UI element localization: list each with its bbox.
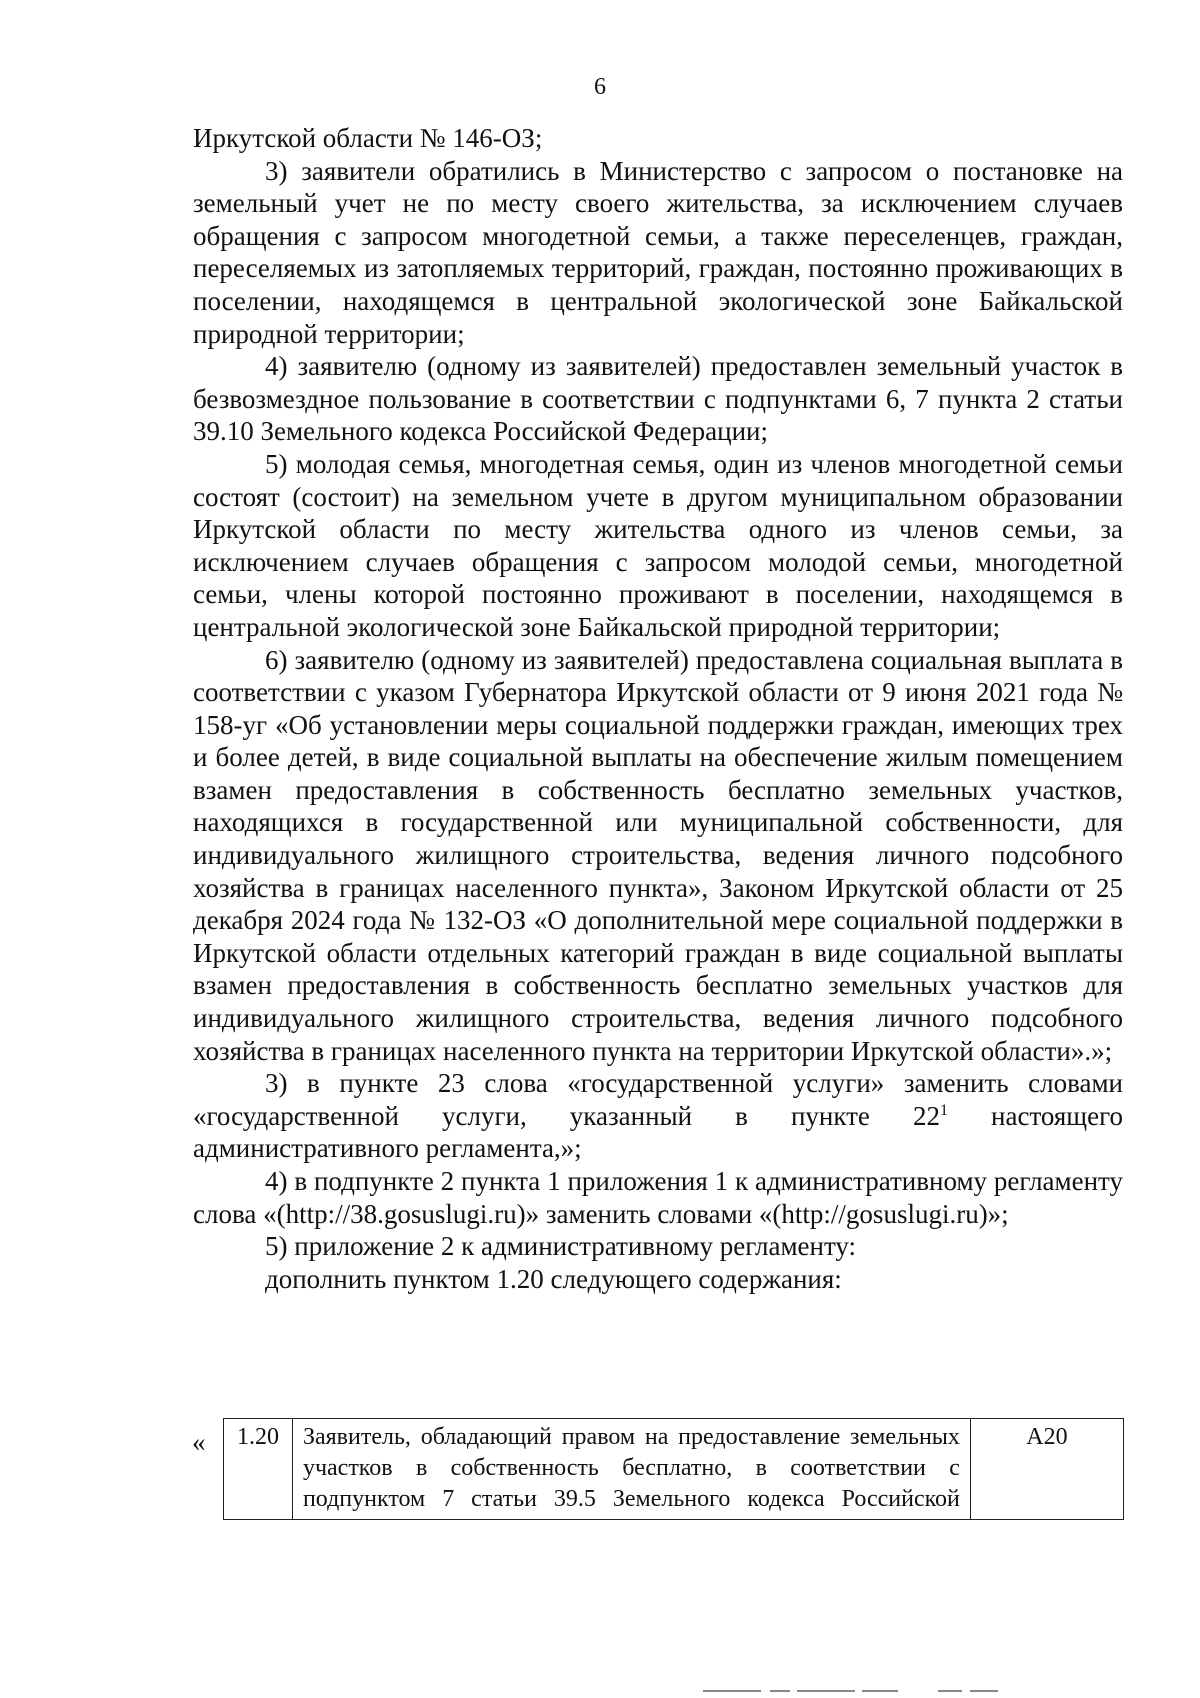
appendix-entry-table <box>223 1418 1124 1520</box>
document-body <box>193 122 1123 1295</box>
scan-artifact-line <box>938 1690 962 1692</box>
scan-artifact-line <box>703 1690 761 1692</box>
entry-description-cell: Заявитель, обладающий правом на предоставление земельных участков в собственность бесплатно, в соответствии с подпунктом 7 статьи 39.5 Земельного кодекса Российской <box>292 1419 970 1520</box>
table-row <box>224 1419 1124 1520</box>
entry-code-cell: А20 <box>970 1419 1123 1520</box>
paragraph-item-5-family-registration: 5) молодая семья, многодетная семья, один из членов многодетной семьи состоят (состоит) на земельном учете в другом муниципальном образовании Иркутской области по месту жительства одного из членов семьи, за исключением случаев обращения с запросом молодой семьи, многодетной семьи, члены которой постоянно проживают в поселении, находящемся в центральной экологической зоне Байкальской природной территории; <box>193 448 1123 642</box>
point-3-text-before: 3) в пункте 23 слова «государственной услуги» заменить словами «государственной услуги, указанный в пункте 22 <box>193 1068 1123 1131</box>
paragraph-item-6-social-payment: 6) заявителю (одному из заявителей) предоставлена социальная выплата в соответствии с указом Губернатора Иркутской области от 9 июня 2021 года № 158-уг «Об установлении меры социальной поддержки граждан, имеющих трех и более детей, в виде социальной выплаты на обеспечение жилым помещением взамен предоставления в собственность бесплатно земельных участков, находящихся в государственной или муниципальной собственности, для индивидуального жилищного строительства, ведения личного подсобного хозяйства в границах населенного пункта», Законом Иркутской области от 25 декабря 2024 года № 132-ОЗ «О дополнительной мере социальной поддержки в Иркутской области отдельных категорий граждан в виде социальной выплаты взамен предоставления в собственность бесплатно земельных участков для индивидуального жилищного строительства, ведения личного подсобного хозяйства в границах населенного пункта на территории Иркутской области».»; <box>193 644 1123 1066</box>
paragraph-point-3-amendment <box>193 1067 1123 1165</box>
entry-number-cell: 1.20 <box>224 1419 293 1520</box>
paragraph-add-item-1-20: дополнить пунктом 1.20 следующего содержания: <box>265 1263 842 1294</box>
point-3-text-after: настоящего административного регламента,»; <box>193 1100 1123 1164</box>
scan-artifact-line <box>770 1690 790 1692</box>
paragraph-item-3-applicants-registration: 3) заявители обратились в Министерство с запросом о постановке на земельный учет не по месту своего жительства, за исключением случаев обращения с запросом многодетной семьи, а также переселенцев, граждан, переселяемых из затопляемых территорий, граждан, постоянно проживающих в поселении, находящемся в центральной экологической зоне Байкальской природной территории; <box>193 155 1123 349</box>
paragraph-continuation: Иркутской области № 146-ОЗ; <box>193 123 543 153</box>
point-3-superscript: 1 <box>939 1101 948 1119</box>
scan-artifact-line <box>970 1690 998 1692</box>
opening-quote-mark: « <box>192 1427 206 1457</box>
paragraph-item-4-free-use-land: 4) заявителю (одному из заявителей) предоставлен земельный участок в безвозмездное пользование в соответствии с подпунктами 6, 7 пункта 2 статьи 39.10 Земельного кодекса Российской Федерации; <box>193 351 1123 447</box>
paragraph-point-5-appendix: 5) приложение 2 к административному регламенту: <box>265 1231 857 1262</box>
paragraph-point-4-amendment: 4) в подпункте 2 пункта 1 приложения 1 к административному регламенту слова «(http://38.gosuslugi.ru)» заменить словами «(http://gosuslugi.ru)»; <box>193 1166 1123 1229</box>
scan-artifact-line <box>862 1690 898 1692</box>
page-number: 6 <box>594 74 606 100</box>
scan-artifact-line <box>797 1690 855 1692</box>
